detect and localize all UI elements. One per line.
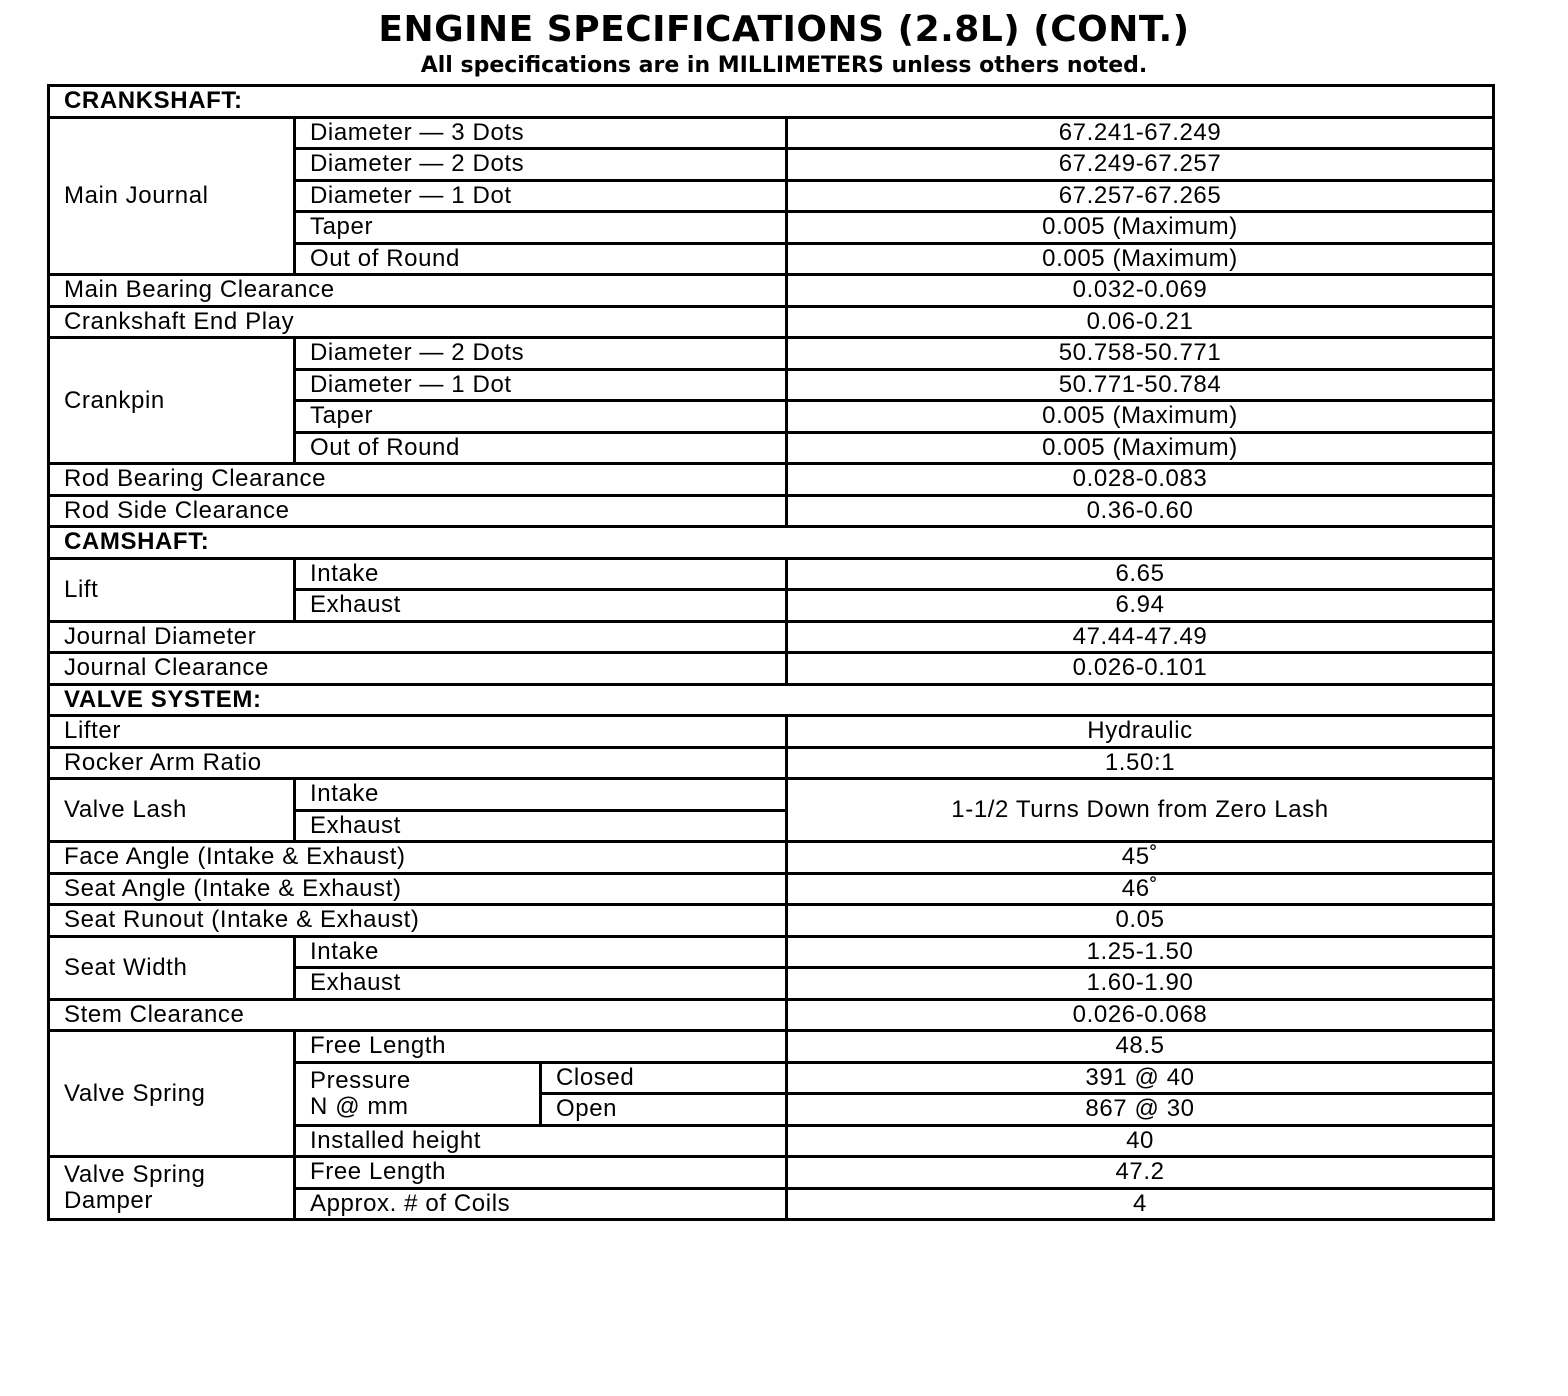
spec-label: Journal Diameter [49, 621, 787, 653]
spec-label: Out of Round [295, 432, 787, 464]
spec-label: Diameter — 1 Dot [295, 180, 787, 212]
pressure-label-line1: Pressure [310, 1066, 411, 1094]
spec-value: 47.2 [787, 1157, 1494, 1189]
table-row [49, 842, 1494, 874]
valve-spring-damper-label [49, 1157, 295, 1220]
spec-label: Exhaust [295, 810, 787, 842]
table-row [49, 653, 1494, 685]
spec-label: Journal Clearance [49, 653, 787, 685]
spec-label: Rocker Arm Ratio [49, 747, 787, 779]
valve-spring-label: Valve Spring [49, 1031, 295, 1157]
spec-label: Approx. # of Coils [295, 1188, 787, 1220]
pressure-label-line2: N @ mm [310, 1092, 409, 1120]
spec-value: 1-1/2 Turns Down from Zero Lash [787, 779, 1494, 842]
spec-label: Exhaust [295, 590, 787, 622]
valve-spring-damper-label-line1: Valve Spring [64, 1161, 206, 1188]
spec-label: Intake [295, 779, 787, 811]
spec-value: 47.44-47.49 [787, 621, 1494, 653]
table-row [49, 1031, 1494, 1063]
spec-label: Crankshaft End Play [49, 306, 787, 338]
table-row [49, 873, 1494, 905]
spec-value: 867 @ 30 [787, 1094, 1494, 1126]
table-row [49, 495, 1494, 527]
spec-label: Closed [541, 1062, 787, 1094]
spec-value: 0.005 (Maximum) [787, 401, 1494, 433]
spec-label: Intake [295, 936, 787, 968]
spec-label: Intake [295, 558, 787, 590]
section-valve-system-heading: VALVE SYSTEM: [49, 684, 1494, 716]
spec-value: 0.06-0.21 [787, 306, 1494, 338]
spec-value: 391 @ 40 [787, 1062, 1494, 1094]
spec-value: 0.005 (Maximum) [787, 432, 1494, 464]
section-header-row [49, 684, 1494, 716]
table-row [49, 306, 1494, 338]
table-row [49, 275, 1494, 307]
spec-label: Open [541, 1094, 787, 1126]
table-row [49, 558, 1494, 590]
spec-value: 67.257-67.265 [787, 180, 1494, 212]
spec-value: 0.028-0.083 [787, 464, 1494, 496]
spec-label: Stem Clearance [49, 999, 787, 1031]
spec-value: 50.771-50.784 [787, 369, 1494, 401]
page-subtitle: All specifications are in MILLIMETERS unless others noted. [420, 53, 1148, 78]
spec-label: Taper [295, 401, 787, 433]
spec-value: 0.36-0.60 [787, 495, 1494, 527]
spec-value: 0.005 (Maximum) [787, 243, 1494, 275]
spec-label: Exhaust [295, 968, 787, 1000]
spec-value: 48.5 [787, 1031, 1494, 1063]
table-row [49, 338, 1494, 370]
section-camshaft-heading: CAMSHAFT: [49, 527, 1494, 559]
spec-value: 0.026-0.068 [787, 999, 1494, 1031]
spec-label: Free Length [295, 1031, 787, 1063]
table-row [49, 464, 1494, 496]
spec-label: Face Angle (Intake & Exhaust) [49, 842, 787, 874]
spec-label: Diameter — 2 Dots [295, 338, 787, 370]
main-journal-label: Main Journal [49, 117, 295, 275]
crankpin-label: Crankpin [49, 338, 295, 464]
spec-value: 46˚ [787, 873, 1494, 905]
spec-label: Lifter [49, 716, 787, 748]
spec-label: Rod Bearing Clearance [49, 464, 787, 496]
spec-label: Diameter — 3 Dots [295, 117, 787, 149]
spec-value: 4 [787, 1188, 1494, 1220]
spec-label: Diameter — 2 Dots [295, 149, 787, 181]
table-row [49, 716, 1494, 748]
spec-value: 1.25-1.50 [787, 936, 1494, 968]
table-row [49, 936, 1494, 968]
spec-label: Taper [295, 212, 787, 244]
spec-value: 67.249-67.257 [787, 149, 1494, 181]
spec-value: 0.05 [787, 905, 1494, 937]
table-row [49, 117, 1494, 149]
spec-value: 0.026-0.101 [787, 653, 1494, 685]
table-row [49, 999, 1494, 1031]
seat-width-label: Seat Width [49, 936, 295, 999]
table-row [49, 621, 1494, 653]
spec-label: Rod Side Clearance [49, 495, 787, 527]
spec-value: 1.60-1.90 [787, 968, 1494, 1000]
lift-label: Lift [49, 558, 295, 621]
table-row [49, 905, 1494, 937]
spec-label: Diameter — 1 Dot [295, 369, 787, 401]
section-header-row [49, 527, 1494, 559]
valve-lash-label: Valve Lash [49, 779, 295, 842]
spec-value: 6.65 [787, 558, 1494, 590]
page-title: ENGINE SPECIFICATIONS (2.8L) (CONT.) [378, 9, 1190, 50]
spec-label: Main Bearing Clearance [49, 275, 787, 307]
table-row [49, 747, 1494, 779]
spec-label: Free Length [295, 1157, 787, 1189]
spec-value: 45˚ [787, 842, 1494, 874]
spec-value: 0.032-0.069 [787, 275, 1494, 307]
spec-value: Hydraulic [787, 716, 1494, 748]
spec-value: 1.50:1 [787, 747, 1494, 779]
engine-spec-table [47, 84, 1495, 1221]
section-crankshaft-heading: CRANKSHAFT: [49, 86, 1494, 118]
section-header-row [49, 86, 1494, 118]
spec-label: Installed height [295, 1125, 787, 1157]
spec-label: Seat Runout (Intake & Exhaust) [49, 905, 787, 937]
spec-value: 50.758-50.771 [787, 338, 1494, 370]
table-row [49, 1157, 1494, 1189]
spec-label: Seat Angle (Intake & Exhaust) [49, 873, 787, 905]
spec-value: 6.94 [787, 590, 1494, 622]
spec-label: Out of Round [295, 243, 787, 275]
pressure-label [295, 1062, 541, 1125]
spec-value: 0.005 (Maximum) [787, 212, 1494, 244]
spec-value: 67.241-67.249 [787, 117, 1494, 149]
valve-spring-damper-label-line2: Damper [64, 1187, 153, 1214]
spec-value: 40 [787, 1125, 1494, 1157]
table-row [49, 779, 1494, 811]
